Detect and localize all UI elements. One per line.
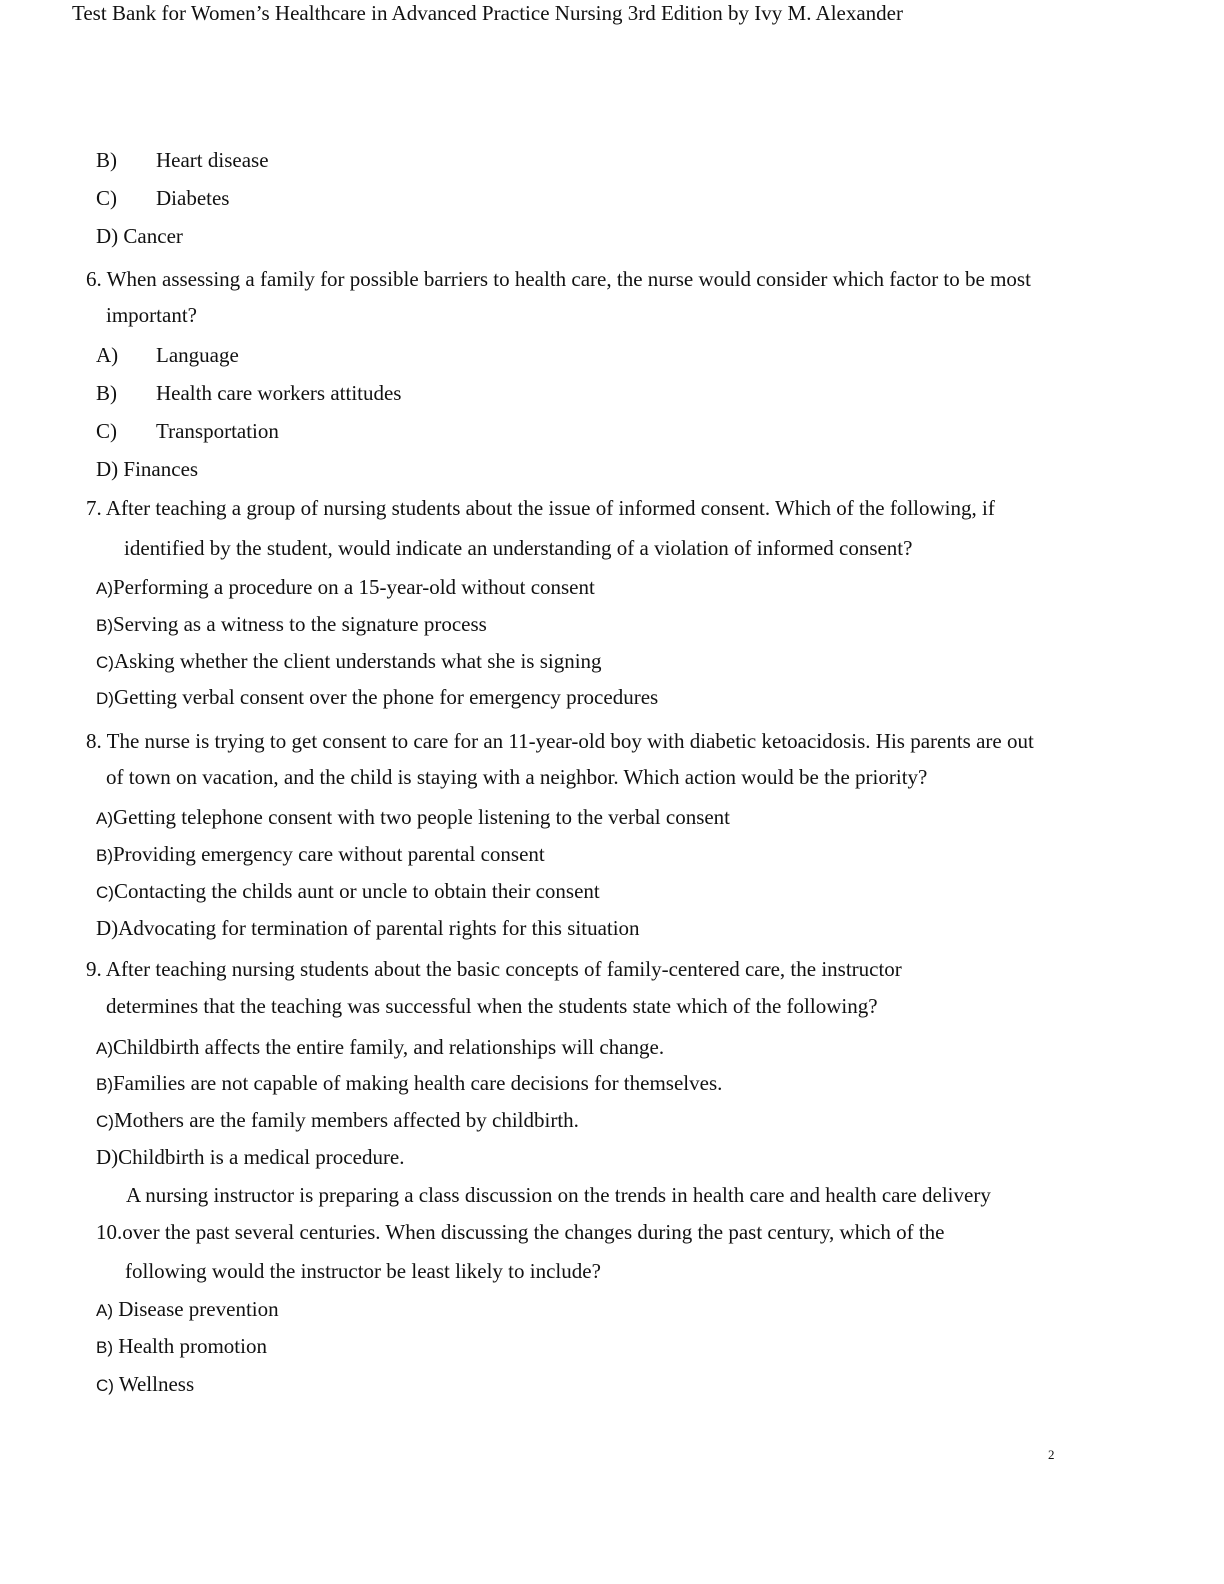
q5-option-c (96, 186, 229, 210)
option-letter: C) (96, 1376, 114, 1395)
q5-option-b (96, 148, 269, 172)
q9-stem-line-1: 9. After teaching nursing students about the basic concepts of family-centered care, the instructor (86, 957, 902, 981)
option-text: Asking whether the client understands what she is signing (113, 649, 602, 673)
q10-option-c (96, 1372, 194, 1398)
option-text: Providing emergency care without parental consent (113, 842, 545, 866)
option-letter: A) (96, 1039, 113, 1058)
q6-option-d (96, 457, 198, 481)
option-letter: B) (96, 616, 113, 635)
option-letter: C) (96, 186, 117, 210)
option-letter: B) (96, 1075, 113, 1094)
q7-option-d (96, 685, 658, 711)
option-letter: D) (96, 224, 119, 248)
option-letter: D) (96, 916, 119, 940)
option-text: Cancer (123, 224, 183, 248)
option-text: Contacting the childs aunt or uncle to obtain their consent (113, 879, 600, 903)
option-letter: D) (96, 457, 119, 481)
q8-option-c (96, 879, 600, 905)
option-letter: B) (96, 1338, 113, 1357)
option-text: Wellness (118, 1372, 195, 1396)
q7-option-c (96, 649, 602, 675)
running-header: Test Bank for Women’s Healthcare in Advanced Practice Nursing 3rd Edition by Ivy M. Alexander (72, 1, 903, 25)
option-letter: C) (96, 419, 117, 443)
q7-stem-line-1: 7. After teaching a group of nursing students about the issue of informed consent. Which of the following, if (86, 496, 995, 520)
option-text: Mothers are the family members affected by childbirth. (113, 1108, 579, 1132)
option-text: Diabetes (156, 186, 230, 210)
q7-option-b (96, 612, 487, 638)
option-letter: D) (96, 1145, 119, 1169)
q6-stem-line-2: important? (106, 303, 197, 327)
q8-option-b (96, 842, 545, 868)
option-text: Heart disease (156, 148, 269, 172)
option-text: Health promotion (118, 1334, 267, 1358)
option-text: Getting verbal consent over the phone for emergency procedures (113, 685, 659, 709)
option-text: Health care workers attitudes (156, 381, 402, 405)
q9-stem-line-2: determines that the teaching was successful when the students state which of the following? (106, 994, 878, 1018)
option-text: Advocating for termination of parental rights for this situation (118, 916, 640, 940)
option-text: Getting telephone consent with two people listening to the verbal consent (113, 805, 731, 829)
option-letter: C) (96, 653, 114, 672)
option-letter: B) (96, 381, 117, 405)
q8-option-a (96, 805, 730, 831)
q5-option-d (96, 224, 183, 248)
option-letter: B) (96, 846, 113, 865)
q6-option-b (96, 381, 401, 405)
option-text: Finances (123, 457, 199, 481)
q8-stem-line-2: of town on vacation, and the child is staying with a neighbor. Which action would be the priority? (106, 765, 928, 789)
option-text: Families are not capable of making health care decisions for themselves. (113, 1071, 723, 1095)
page-number: 2 (1048, 1447, 1055, 1462)
q8-option-d (96, 916, 640, 940)
q6-option-c (96, 419, 279, 443)
q8-stem-line-1: 8. The nurse is trying to get consent to care for an 11-year-old boy with diabetic ketoacidosis. His parents are out (86, 729, 1034, 753)
option-text: Childbirth is a medical procedure. (118, 1145, 405, 1169)
q10-stem-line-2: 10.over the past several centuries. When discussing the changes during the past century, which of the (96, 1220, 945, 1244)
option-text: Disease prevention (118, 1297, 279, 1321)
option-letter: A) (96, 343, 119, 367)
q10-stem-line-3: following would the instructor be least likely to include? (125, 1259, 601, 1283)
option-text: Serving as a witness to the signature process (113, 612, 487, 636)
q6-option-a (96, 343, 239, 367)
q10-option-b (96, 1334, 267, 1360)
q9-option-d (96, 1145, 405, 1169)
q7-stem-line-2: identified by the student, would indicate an understanding of a violation of informed consent? (124, 536, 913, 560)
option-text: Language (156, 343, 239, 367)
q7-option-a (96, 575, 595, 601)
q6-stem-line-1: 6. When assessing a family for possible barriers to health care, the nurse would consider which factor to be most (86, 267, 1031, 291)
option-letter: C) (96, 1112, 114, 1131)
option-letter: B) (96, 148, 117, 172)
q9-option-a (96, 1035, 664, 1061)
q9-option-b (96, 1071, 722, 1097)
option-letter: D) (96, 689, 114, 708)
q10-option-a (96, 1297, 279, 1323)
option-text: Childbirth affects the entire family, and relationships will change. (113, 1035, 665, 1059)
option-letter: A) (96, 1301, 113, 1320)
q9-option-c (96, 1108, 579, 1134)
option-letter: C) (96, 883, 114, 902)
option-letter: A) (96, 809, 113, 828)
option-text: Transportation (156, 419, 279, 443)
option-letter: A) (96, 579, 113, 598)
option-text: Performing a procedure on a 15-year-old without consent (113, 575, 595, 599)
q10-stem-line-1: A nursing instructor is preparing a class discussion on the trends in health care and health care delivery (126, 1183, 991, 1207)
